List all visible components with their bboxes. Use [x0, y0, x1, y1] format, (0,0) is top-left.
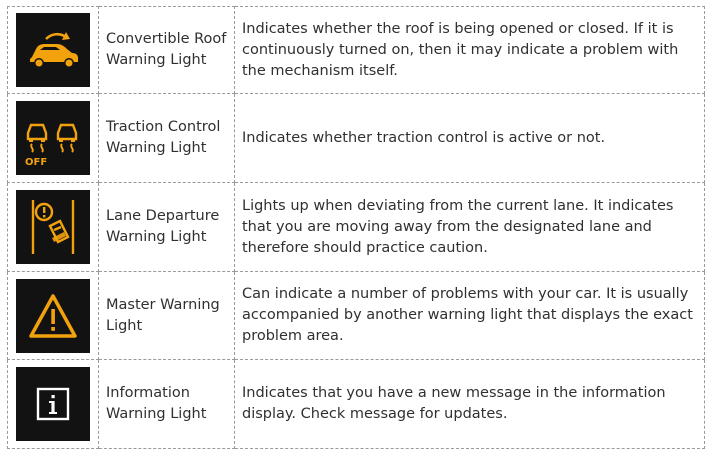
- light-name-cell: [99, 94, 235, 183]
- table-row: [8, 272, 705, 360]
- light-description-cell: [235, 360, 705, 449]
- light-name-cell: [99, 272, 235, 360]
- table-row: [8, 183, 705, 272]
- table-row: [8, 7, 705, 94]
- icon-cell: [8, 94, 99, 183]
- icon-cell: [8, 360, 99, 449]
- light-description-cell: [235, 7, 705, 94]
- convertible-roof-icon: [16, 13, 90, 87]
- light-name-cell: [99, 7, 235, 94]
- light-description-cell: [235, 183, 705, 272]
- icon-cell: [8, 7, 99, 94]
- light-description: Lights up when deviating from the current lane. It indicates that you are moving away from the designated lane and therefore should practice caution.: [242, 197, 674, 256]
- icon-cell: [8, 183, 99, 272]
- light-description: Indicates whether traction control is active or not.: [242, 129, 606, 146]
- light-description-cell: [235, 272, 705, 360]
- light-name: Traction Control Warning Light: [106, 119, 221, 156]
- light-description-cell: [235, 94, 705, 183]
- light-name: Master Warning Light: [106, 296, 220, 334]
- table-row: [8, 94, 705, 183]
- light-description: Can indicate a number of problems with your car. It is usually accompanied by another warning light that displays the exact problem area.: [242, 286, 693, 344]
- light-name-cell: [99, 360, 235, 449]
- light-description: Indicates whether the roof is being opened or closed. If it is continuously turned on, then it may indicate a problem with the mechanism itself.: [242, 20, 679, 79]
- light-description: Indicates that you have a new message in the information display. Check message for updates.: [242, 385, 666, 422]
- traction-control-off-icon: [16, 101, 90, 175]
- off-label: OFF: [25, 157, 48, 168]
- light-name: Convertible Roof Warning Light: [106, 31, 227, 68]
- light-name-cell: [99, 183, 235, 272]
- light-name: Information Warning Light: [106, 385, 207, 422]
- lane-departure-icon: [16, 190, 90, 264]
- master-warning-triangle-icon: [16, 279, 90, 353]
- light-name: Lane Departure Warning Light: [106, 208, 220, 245]
- warning-lights-table: [7, 6, 705, 449]
- table-row: [8, 360, 705, 449]
- information-icon: [16, 367, 90, 441]
- icon-cell: [8, 272, 99, 360]
